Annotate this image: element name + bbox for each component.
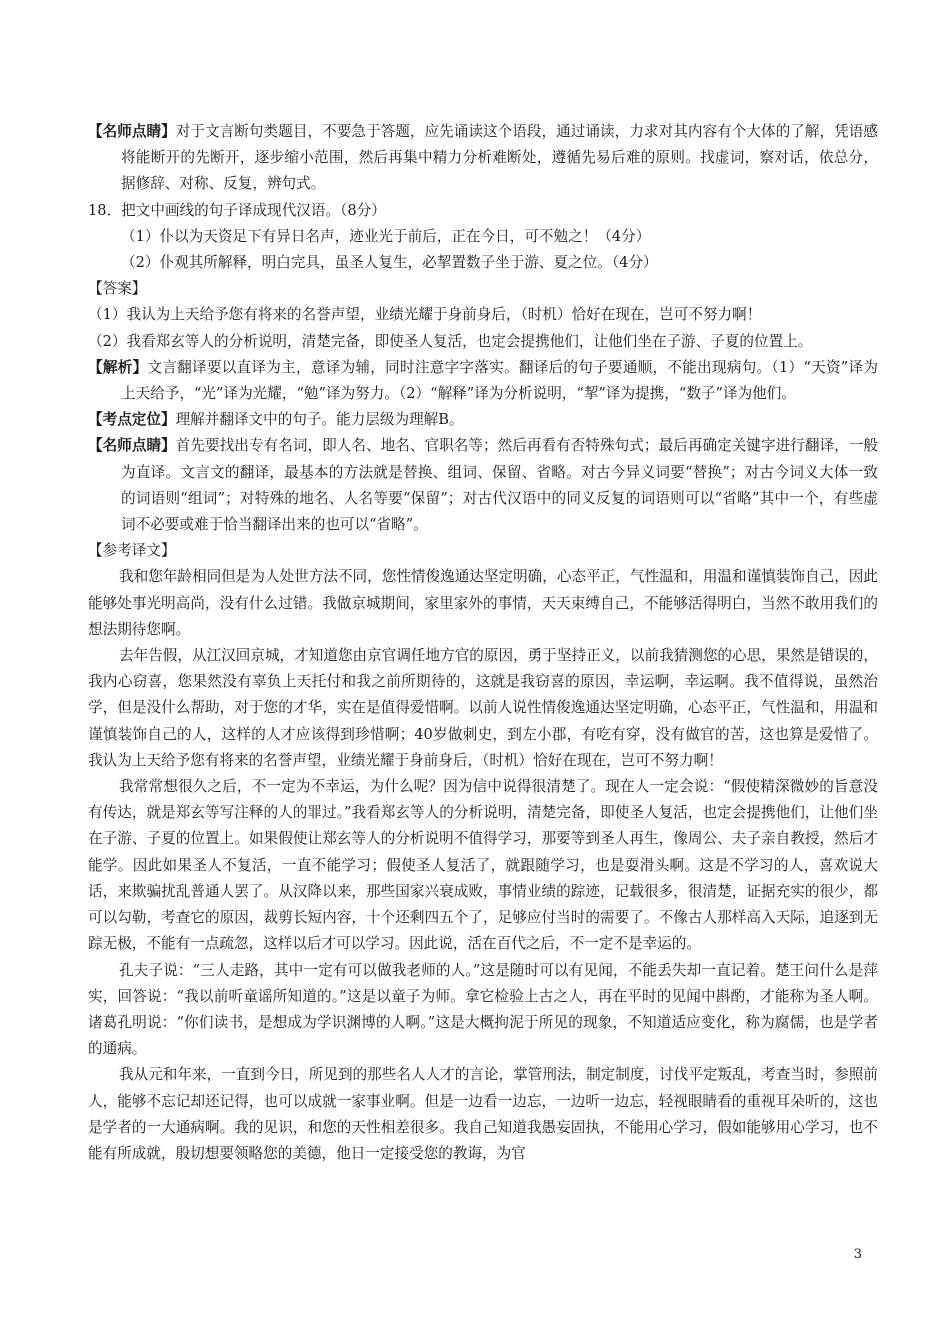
- question-18-item-1: （1）仆以为天资足下有异日名声，迹业光于前后，正在今日，可不勉之！（4分）: [121, 227, 651, 245]
- translation-paragraph-4: 孔夫子说：“三人走路，其中一定有可以做我老师的人。”这是随时可以有见闻，不能丢失却一直记着。楚王问什么是萍实，回答说：“我以前听童谣所知道的。”这是以童子为师。拿它检验上古之人，再在平时的见闻中斟酌，才能称为圣人啊。诸葛孔明说：“你们读书，是想成为学识渊博的人啊。”这是大概拘泥于所见的现象，不知道适应变化，称为腐儒，也是学者的通病。: [88, 961, 878, 1058]
- translation-paragraph-2: 去年告假，从江汉回京城，才知道您由京官调任地方官的原因，勇于坚持正义，以前我猜测您的心思，果然是错误的，我内心窃喜，您果然没有辜负上天托付和我之前所期待的，这就是我窃喜的原因，幸运啊，幸运啊。我不值得说，虽然治学，但是没什么帮助，对于您的才华，实在是值得爱惜啊。以前人说性情俊逸通达坚定明确，心态平正，气性温和，用温和谨慎装饰自己的人，这样的人才应该得到珍惜啊；40岁做刺史，到左小郡，有吃有穿，没有做官的苦，这也算是爱惜了。我认为上天给予您有将来的名誉声望，业绩光耀于身前身后，（时机）恰好在现在，岂可不努力啊！: [88, 647, 878, 769]
- analysis-paragraph: [88, 355, 878, 407]
- document-body: [88, 119, 878, 1167]
- analysis-text: 文言翻译要以直译为主，意译为辅，同时注意字字落实。翻译后的句子要通顺，不能出现病句。（1）“天资”译为上天给予，“光”译为光耀，“勉”译为努力。（2）“解释”译为分析说明，“挈”译为提携，“数子”译为他们。: [121, 358, 878, 403]
- question-18-title: 18．把文中画线的句子译成现代汉语。（8分）: [88, 201, 386, 219]
- point-tag: 【考点定位】: [88, 411, 176, 429]
- question-18-item-2: （2）仆观其所解释，明白完具，虽圣人复生，必挈置数子坐于游、夏之位。（4分）: [121, 254, 658, 272]
- translation-paragraph-3: 我常常想很久之后，不一定为不幸运，为什么呢？因为信中说得很清楚了。现在人一定会说：“假使精深微妙的旨意没有传达，就是郑玄等写注释的人的罪过。”我看郑玄等人的分析说明，清楚完备，即使圣人复活，也定会提携他们，让他们坐在子游、子夏的位置上。如果假使让郑玄等人的分析说明不值得学习，那要等到圣人再生，像周公、夫子亲自教授，然后才能学。因此如果圣人不复活，一直不能学习；假使圣人复活了，就跟随学习，也是耍滑头啊。这是不学习的人，喜欢说大话，来欺骗扰乱普通人罢了。从汉降以来，那些国家兴衰成败，事情业绩的踪迹，记载很多，很清楚，证据充实的很少，都可以勾勒，考查它的原因，裁剪长短内容，十个还剩四五个了，足够应付当时的需要了。不像古人那样高入天际，追逐到无踪无极，不能有一点疏忽，这样以后才可以学习。因此说，活在百代之后，不一定不是幸运的。: [88, 778, 878, 953]
- teacher-tip-paragraph-1: [88, 119, 878, 198]
- translation-paragraph-1: 我和您年龄相同但是为人处世方法不同，您性情俊逸通达坚定明确，心态平正，气性温和，用温和谨慎装饰自己，因此能够处事光明高尚，没有什么过错。我做京城期间，家里家外的事情，天天束缚自己，不能够活得明白，当然不敢用我们的想法期待您啊。: [88, 568, 878, 638]
- teacher-tip-tag-2: 【名师点睛】: [88, 437, 176, 455]
- teacher-tip-text: 对于文言断句类题目，不要急于答题，应先诵读这个语段，通过诵读，力求对其内容有个大体的了解，凭语感将能断开的先断开，逐步缩小范围，然后再集中精力分析难断处，遵循先易后难的原则。找虚词，察对话，依总分，据修辞、对称、反复，辨句式。: [121, 123, 878, 193]
- answer-line-2: （2）我看郑玄等人的分析说明，清楚完备，即使圣人复活，也定会提携他们，让他们坐在子游、子夏的位置上。: [88, 332, 813, 350]
- analysis-tag: 【解析】: [88, 358, 148, 376]
- teacher-tip-paragraph-2: [88, 433, 878, 538]
- answer-line-1: （1）我认为上天给予您有将来的名誉声望，业绩光耀于身前身后，（时机）恰好在现在，岂可不努力啊！: [88, 306, 762, 324]
- teacher-tip-tag: 【名师点睛】: [88, 123, 176, 140]
- page-number: 3: [853, 1247, 862, 1262]
- point-paragraph: [88, 407, 878, 433]
- teacher-tip-text-2: 首先要找出专有名词，即人名、地名、官职名等；然后再看有否特殊句式；最后再确定关键字进行翻译，一般为直译。文言文的翻译，最基本的方法就是替换、组词、保留、省略。对古今异义词要“替换”；对古今词义大体一致的词语则“组词”；对特殊的地名、人名等要“保留”；对古代汉语中的同义反复的词语则可以“省略”其中一个，有些虚词不必要或难于恰当翻译出来的也可以“省略”。: [121, 437, 878, 534]
- translation-paragraph-5: 我从元和年来，一直到今日，所见到的那些名人人才的言论，掌管刑法，制定制度，讨伐平定叛乱，考查当时，参照前人，能够不忘记却还记得，也可以成就一家事业啊。但是一边看一边忘，一边听一边忘，轻视眼睛看的重视耳朵听的，这也是学者的一大通病啊。我的见识，和您的天性相差很多。我自己知道我愚妄固执，不能用心学习，假如能够用心学习，也不能有所成就，殷切想要领略您的美德，他日一定接受您的教诲，为官: [88, 1066, 878, 1162]
- point-text: 理解并翻译文中的句子。能力层级为理解B。: [175, 411, 464, 429]
- answer-heading: 【答案】: [88, 280, 147, 298]
- translation-heading: 【参考译文】: [88, 542, 176, 560]
